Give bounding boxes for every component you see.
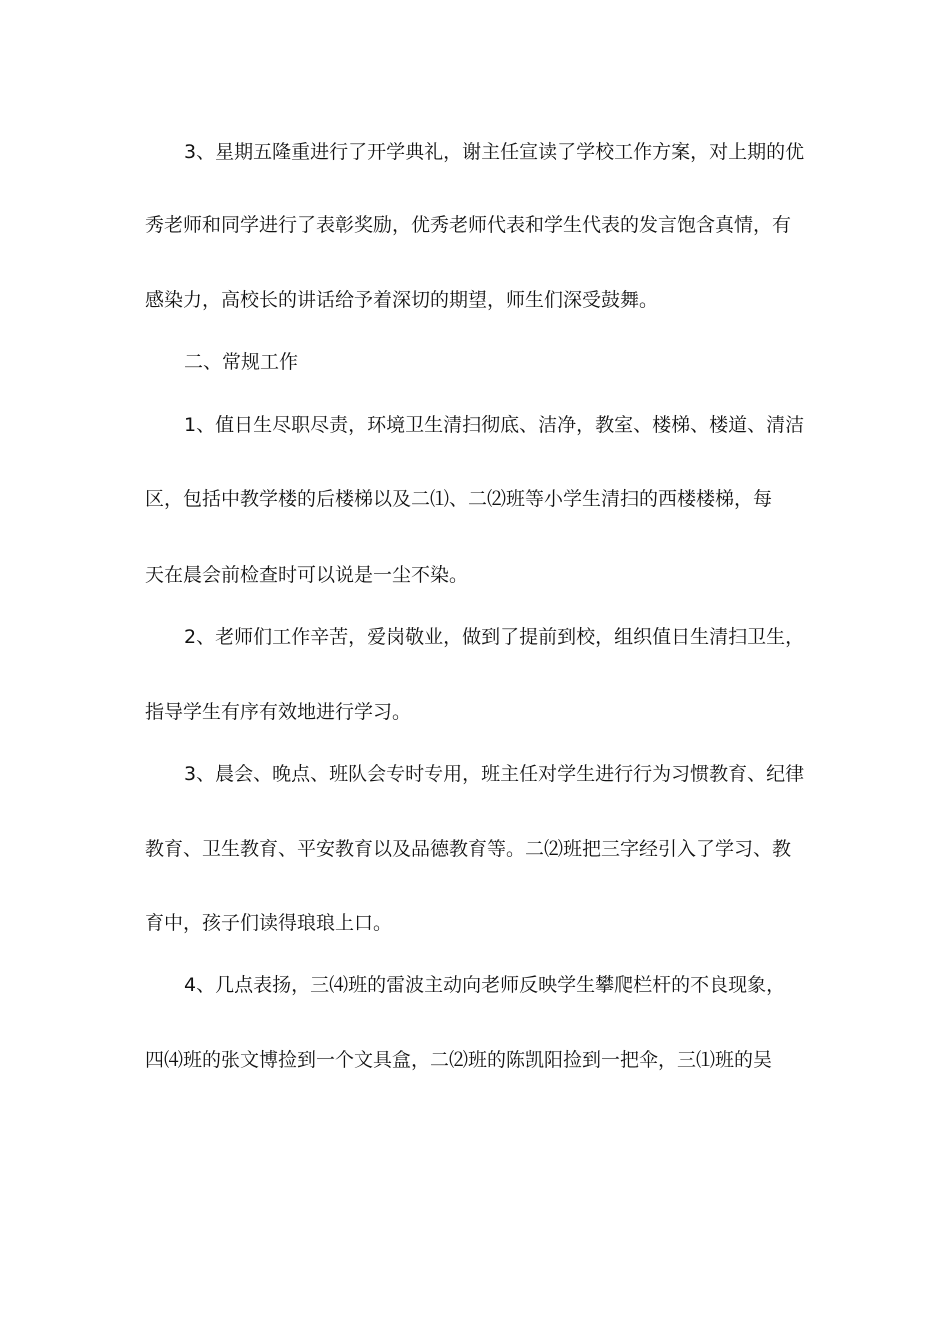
text-line: 秀老师和同学进行了表彰奖励，优秀老师代表和学生代表的发言饱含真情，有 — [145, 214, 792, 236]
text-line: 教育、卫生教育、平安教育以及品德教育等。二⑵班把三字经引入了学习、教 — [145, 838, 792, 860]
text-line: 感染力，高校长的讲话给予着深切的期望，师生们深受鼓舞。 — [145, 289, 659, 311]
text-line: 育中，孩子们读得琅琅上口。 — [145, 912, 393, 934]
text-line: 3、晨会、晚点、班队会专时专用，班主任对学生进行行为习惯教育、纪律 — [184, 763, 805, 785]
text-line: 指导学生有序有效地进行学习。 — [145, 701, 412, 723]
text-line: 2、老师们工作辛苦，爱岗敬业，做到了提前到校，组织值日生清扫卫生， — [184, 626, 805, 648]
text-line: 1、值日生尽职尽责，环境卫生清扫彻底、洁净，教室、楼梯、楼道、清洁 — [184, 414, 805, 436]
text-line: 区，包括中教学楼的后楼梯以及二⑴、二⑵班等小学生清扫的西楼楼梯，每 — [145, 488, 773, 510]
text-line: 4、几点表扬，三⑷班的雷波主动向老师反映学生攀爬栏杆的不良现象， — [184, 974, 786, 996]
text-line: 3、星期五隆重进行了开学典礼，谢主任宣读了学校工作方案，对上期的优 — [184, 141, 805, 163]
text-line: 四⑷班的张文博捡到一个文具盒，二⑵班的陈凯阳捡到一把伞，三⑴班的吴 — [145, 1049, 773, 1071]
text-line: 天在晨会前检查时可以说是一尘不染。 — [145, 564, 469, 586]
section-heading: 二、常规工作 — [184, 351, 299, 373]
